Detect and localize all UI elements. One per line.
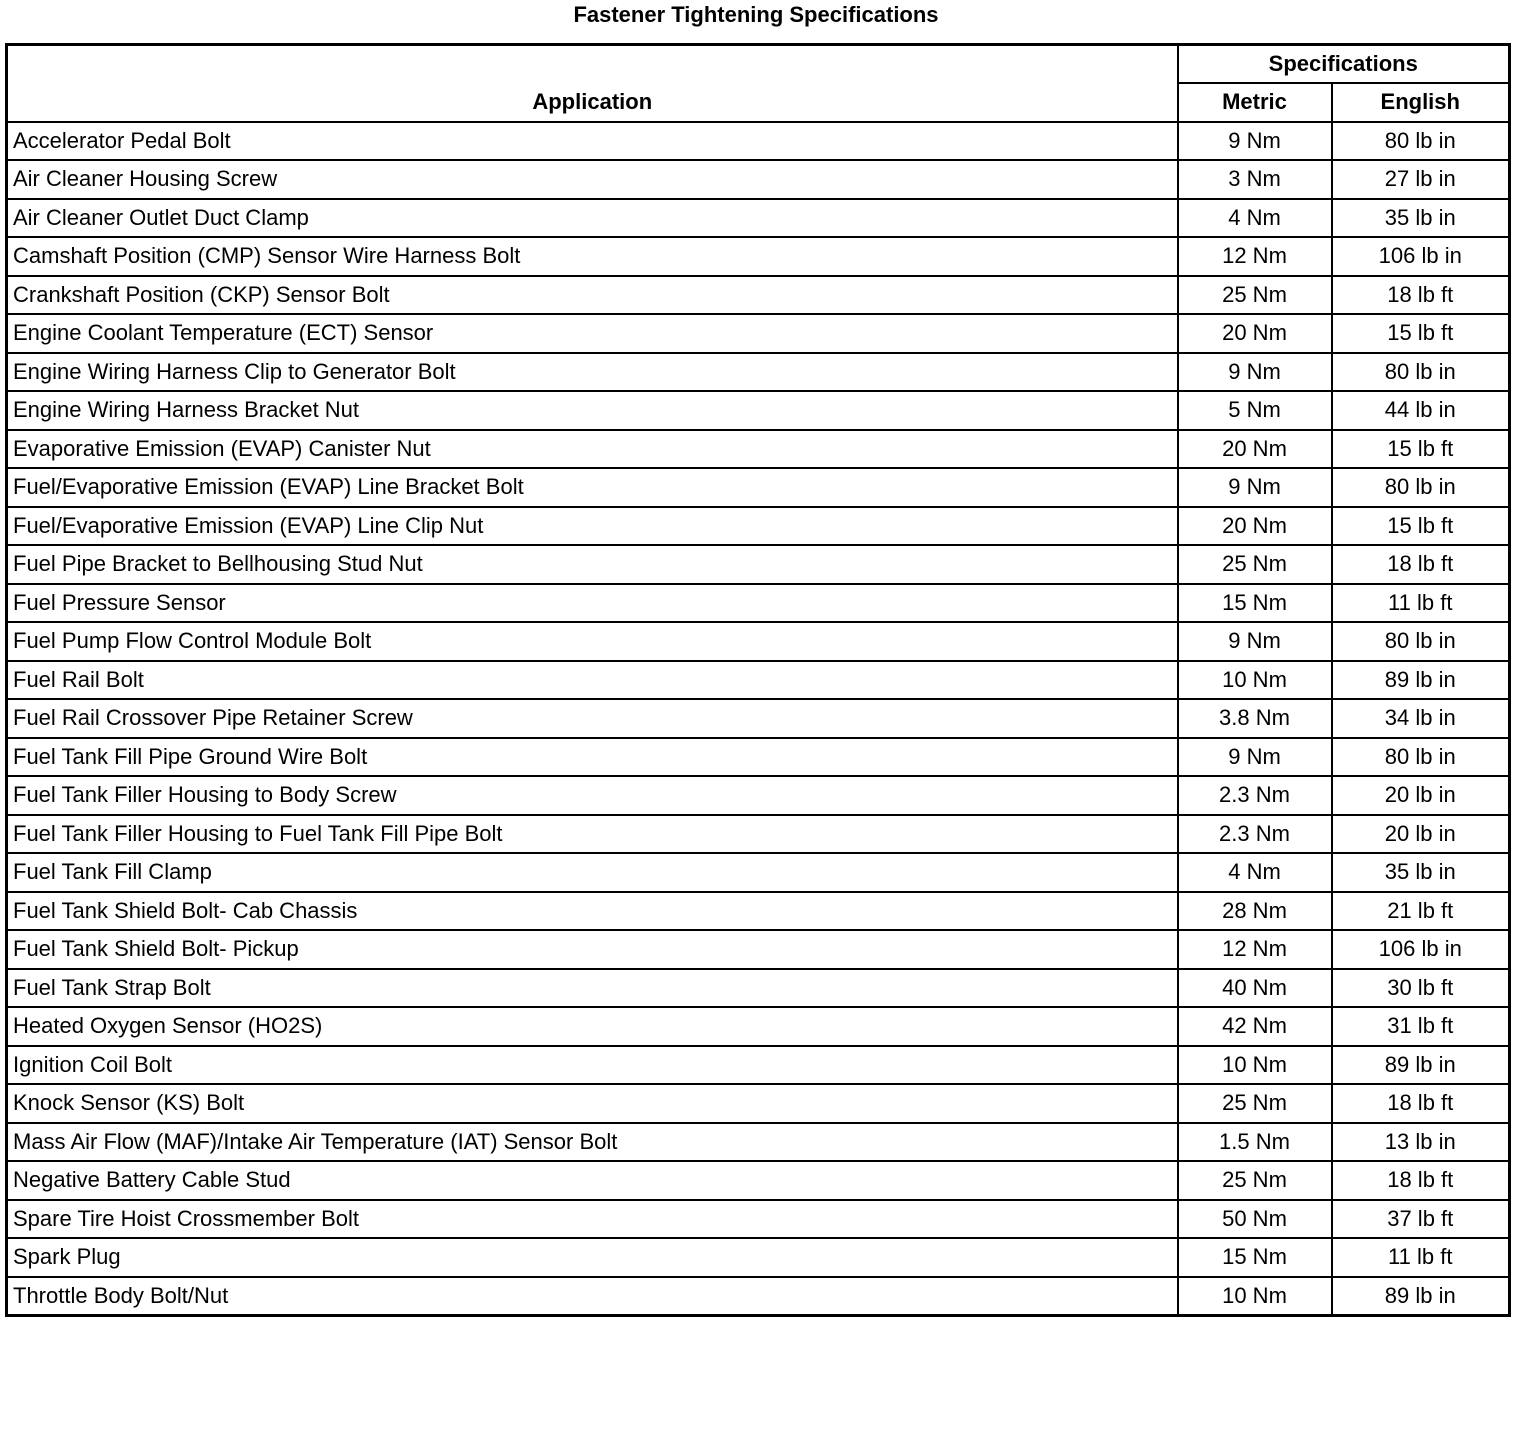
application-cell: Engine Wiring Harness Clip to Generator Bolt bbox=[7, 353, 1178, 392]
english-value-cell: 27 lb in bbox=[1332, 160, 1510, 199]
metric-value-cell: 40 Nm bbox=[1178, 969, 1332, 1008]
application-cell: Engine Coolant Temperature (ECT) Sensor bbox=[7, 314, 1178, 353]
table-row bbox=[7, 1084, 1510, 1123]
english-value-cell: 34 lb in bbox=[1332, 699, 1510, 738]
application-cell: Fuel Tank Filler Housing to Body Screw bbox=[7, 776, 1178, 815]
english-value-cell: 80 lb in bbox=[1332, 353, 1510, 392]
table-row bbox=[7, 776, 1510, 815]
metric-value-cell: 25 Nm bbox=[1178, 276, 1332, 315]
application-cell: Camshaft Position (CMP) Sensor Wire Harness Bolt bbox=[7, 237, 1178, 276]
metric-value-cell: 9 Nm bbox=[1178, 353, 1332, 392]
table-row bbox=[7, 892, 1510, 931]
english-value-cell: 18 lb ft bbox=[1332, 276, 1510, 315]
table-row bbox=[7, 969, 1510, 1008]
english-value-cell: 15 lb ft bbox=[1332, 314, 1510, 353]
application-cell: Fuel Pipe Bracket to Bellhousing Stud Nut bbox=[7, 545, 1178, 584]
metric-value-cell: 4 Nm bbox=[1178, 199, 1332, 238]
application-cell: Fuel Tank Fill Pipe Ground Wire Bolt bbox=[7, 738, 1178, 777]
application-cell: Fuel Tank Strap Bolt bbox=[7, 969, 1178, 1008]
metric-value-cell: 28 Nm bbox=[1178, 892, 1332, 931]
metric-value-cell: 12 Nm bbox=[1178, 930, 1332, 969]
application-cell: Fuel Pressure Sensor bbox=[7, 584, 1178, 623]
fastener-spec-table bbox=[5, 43, 1511, 1317]
application-cell: Ignition Coil Bolt bbox=[7, 1046, 1178, 1085]
table-row bbox=[7, 314, 1510, 353]
metric-column-header: Metric bbox=[1178, 83, 1332, 122]
application-cell: Negative Battery Cable Stud bbox=[7, 1161, 1178, 1200]
english-value-cell: 30 lb ft bbox=[1332, 969, 1510, 1008]
metric-value-cell: 5 Nm bbox=[1178, 391, 1332, 430]
english-value-cell: 106 lb in bbox=[1332, 930, 1510, 969]
table-row bbox=[7, 122, 1510, 161]
english-value-cell: 21 lb ft bbox=[1332, 892, 1510, 931]
english-value-cell: 80 lb in bbox=[1332, 622, 1510, 661]
table-row bbox=[7, 738, 1510, 777]
metric-value-cell: 10 Nm bbox=[1178, 1046, 1332, 1085]
table-row bbox=[7, 1200, 1510, 1239]
english-value-cell: 31 lb ft bbox=[1332, 1007, 1510, 1046]
english-value-cell: 11 lb ft bbox=[1332, 584, 1510, 623]
english-value-cell: 15 lb ft bbox=[1332, 507, 1510, 546]
application-cell: Fuel Rail Crossover Pipe Retainer Screw bbox=[7, 699, 1178, 738]
metric-value-cell: 15 Nm bbox=[1178, 584, 1332, 623]
metric-value-cell: 9 Nm bbox=[1178, 122, 1332, 161]
application-cell: Spark Plug bbox=[7, 1238, 1178, 1277]
english-value-cell: 35 lb in bbox=[1332, 853, 1510, 892]
metric-value-cell: 20 Nm bbox=[1178, 430, 1332, 469]
application-cell: Spare Tire Hoist Crossmember Bolt bbox=[7, 1200, 1178, 1239]
english-value-cell: 18 lb ft bbox=[1332, 1161, 1510, 1200]
metric-value-cell: 25 Nm bbox=[1178, 1161, 1332, 1200]
metric-value-cell: 4 Nm bbox=[1178, 853, 1332, 892]
metric-value-cell: 2.3 Nm bbox=[1178, 815, 1332, 854]
english-value-cell: 80 lb in bbox=[1332, 122, 1510, 161]
table-row bbox=[7, 237, 1510, 276]
specifications-group-header: Specifications bbox=[1178, 45, 1510, 84]
table-row bbox=[7, 853, 1510, 892]
application-cell: Fuel Tank Filler Housing to Fuel Tank Fill Pipe Bolt bbox=[7, 815, 1178, 854]
table-row bbox=[7, 353, 1510, 392]
table-row bbox=[7, 815, 1510, 854]
english-value-cell: 89 lb in bbox=[1332, 661, 1510, 700]
table-row bbox=[7, 1277, 1510, 1316]
application-cell: Fuel/Evaporative Emission (EVAP) Line Bracket Bolt bbox=[7, 468, 1178, 507]
english-value-cell: 106 lb in bbox=[1332, 237, 1510, 276]
application-cell: Heated Oxygen Sensor (HO2S) bbox=[7, 1007, 1178, 1046]
table-row bbox=[7, 1123, 1510, 1162]
english-value-cell: 80 lb in bbox=[1332, 738, 1510, 777]
english-value-cell: 80 lb in bbox=[1332, 468, 1510, 507]
application-cell: Fuel Tank Fill Clamp bbox=[7, 853, 1178, 892]
metric-value-cell: 2.3 Nm bbox=[1178, 776, 1332, 815]
metric-value-cell: 42 Nm bbox=[1178, 1007, 1332, 1046]
table-row bbox=[7, 199, 1510, 238]
table-header bbox=[7, 45, 1510, 122]
application-cell: Accelerator Pedal Bolt bbox=[7, 122, 1178, 161]
english-value-cell: 35 lb in bbox=[1332, 199, 1510, 238]
metric-value-cell: 1.5 Nm bbox=[1178, 1123, 1332, 1162]
english-value-cell: 11 lb ft bbox=[1332, 1238, 1510, 1277]
application-cell: Fuel Rail Bolt bbox=[7, 661, 1178, 700]
metric-value-cell: 9 Nm bbox=[1178, 468, 1332, 507]
metric-value-cell: 25 Nm bbox=[1178, 545, 1332, 584]
english-value-cell: 44 lb in bbox=[1332, 391, 1510, 430]
table-row bbox=[7, 930, 1510, 969]
table-row bbox=[7, 1238, 1510, 1277]
application-column-header: Application bbox=[7, 45, 1178, 122]
table-row bbox=[7, 584, 1510, 623]
application-cell: Knock Sensor (KS) Bolt bbox=[7, 1084, 1178, 1123]
application-cell: Air Cleaner Outlet Duct Clamp bbox=[7, 199, 1178, 238]
table-body bbox=[7, 122, 1510, 1316]
application-cell: Air Cleaner Housing Screw bbox=[7, 160, 1178, 199]
english-value-cell: 15 lb ft bbox=[1332, 430, 1510, 469]
english-value-cell: 18 lb ft bbox=[1332, 1084, 1510, 1123]
table-row bbox=[7, 545, 1510, 584]
metric-value-cell: 15 Nm bbox=[1178, 1238, 1332, 1277]
application-cell: Throttle Body Bolt/Nut bbox=[7, 1277, 1178, 1316]
metric-value-cell: 20 Nm bbox=[1178, 507, 1332, 546]
metric-value-cell: 25 Nm bbox=[1178, 1084, 1332, 1123]
table-row bbox=[7, 507, 1510, 546]
page-title: Fastener Tightening Specifications bbox=[573, 2, 939, 27]
application-cell: Fuel Pump Flow Control Module Bolt bbox=[7, 622, 1178, 661]
application-cell: Mass Air Flow (MAF)/Intake Air Temperature (IAT) Sensor Bolt bbox=[7, 1123, 1178, 1162]
table-row bbox=[7, 160, 1510, 199]
table-row bbox=[7, 430, 1510, 469]
application-cell: Fuel/Evaporative Emission (EVAP) Line Clip Nut bbox=[7, 507, 1178, 546]
english-value-cell: 89 lb in bbox=[1332, 1046, 1510, 1085]
metric-value-cell: 10 Nm bbox=[1178, 661, 1332, 700]
metric-value-cell: 50 Nm bbox=[1178, 1200, 1332, 1239]
english-column-header: English bbox=[1332, 83, 1510, 122]
table-row bbox=[7, 699, 1510, 738]
english-value-cell: 13 lb in bbox=[1332, 1123, 1510, 1162]
application-cell: Engine Wiring Harness Bracket Nut bbox=[7, 391, 1178, 430]
application-cell: Fuel Tank Shield Bolt- Cab Chassis bbox=[7, 892, 1178, 931]
application-cell: Crankshaft Position (CKP) Sensor Bolt bbox=[7, 276, 1178, 315]
metric-value-cell: 3 Nm bbox=[1178, 160, 1332, 199]
application-cell: Fuel Tank Shield Bolt- Pickup bbox=[7, 930, 1178, 969]
english-value-cell: 20 lb in bbox=[1332, 776, 1510, 815]
english-value-cell: 20 lb in bbox=[1332, 815, 1510, 854]
metric-value-cell: 9 Nm bbox=[1178, 738, 1332, 777]
metric-value-cell: 12 Nm bbox=[1178, 237, 1332, 276]
metric-value-cell: 20 Nm bbox=[1178, 314, 1332, 353]
table-row bbox=[7, 391, 1510, 430]
table-row bbox=[7, 1046, 1510, 1085]
table-row bbox=[7, 661, 1510, 700]
metric-value-cell: 9 Nm bbox=[1178, 622, 1332, 661]
table-row bbox=[7, 622, 1510, 661]
metric-value-cell: 3.8 Nm bbox=[1178, 699, 1332, 738]
english-value-cell: 89 lb in bbox=[1332, 1277, 1510, 1316]
table-row bbox=[7, 468, 1510, 507]
english-value-cell: 18 lb ft bbox=[1332, 545, 1510, 584]
header-row-top bbox=[7, 45, 1510, 84]
application-cell: Evaporative Emission (EVAP) Canister Nut bbox=[7, 430, 1178, 469]
table-row bbox=[7, 1161, 1510, 1200]
english-value-cell: 37 lb ft bbox=[1332, 1200, 1510, 1239]
metric-value-cell: 10 Nm bbox=[1178, 1277, 1332, 1316]
table-row bbox=[7, 1007, 1510, 1046]
table-row bbox=[7, 276, 1510, 315]
